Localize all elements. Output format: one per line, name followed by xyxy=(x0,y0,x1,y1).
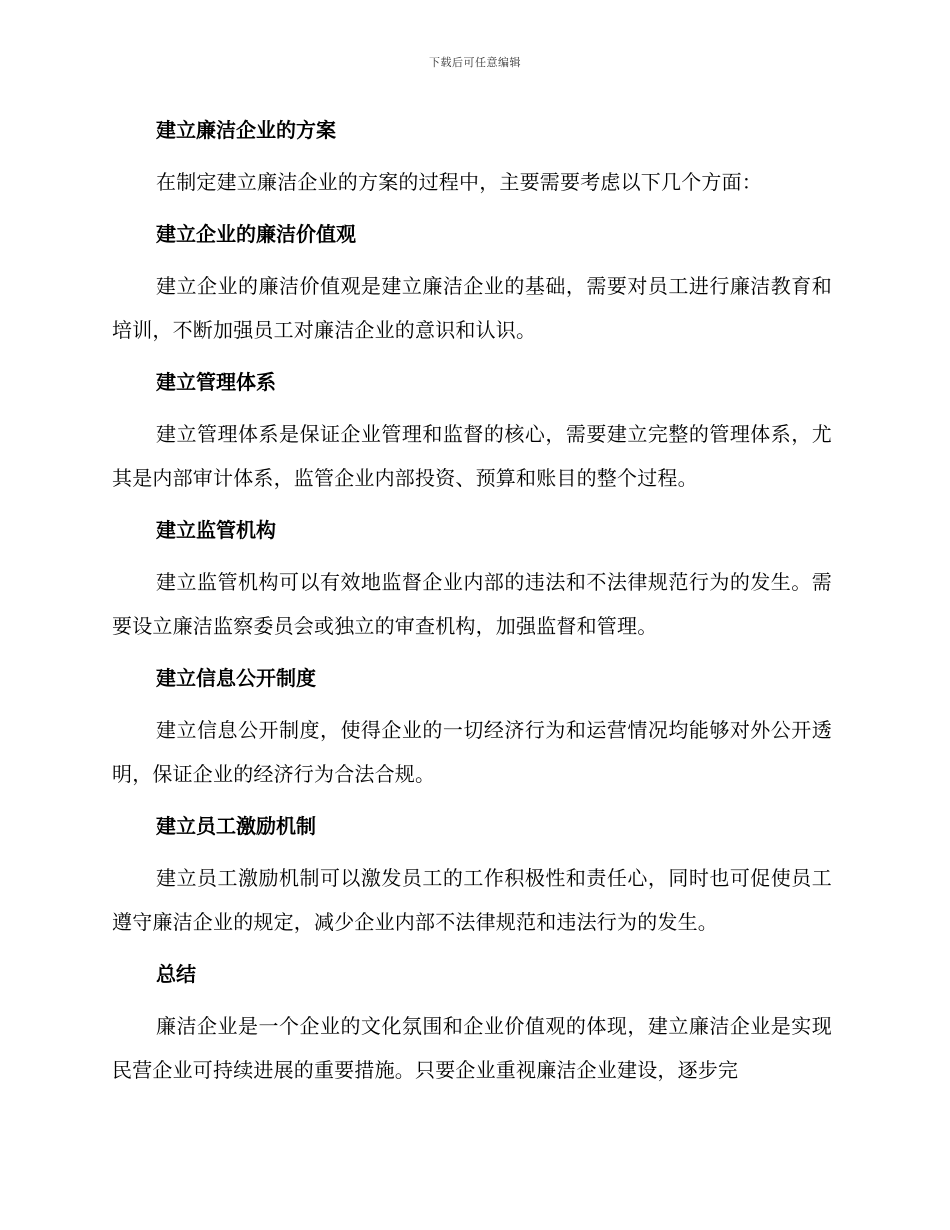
section-heading-disclosure: 建立信息公开制度 xyxy=(156,666,316,690)
section-paragraph-disclosure: 建立信息公开制度，使得企业的一切经济行为和运营情况均能够对外公开透明，保证企业的经济行为合法合规。 xyxy=(112,718,832,786)
section-heading-plan: 建立廉洁企业的方案 xyxy=(156,118,336,142)
section-heading-summary: 总结 xyxy=(156,962,196,986)
section-paragraph-incentive: 建立员工激励机制可以激发员工的工作积极性和责任心，同时也可促使员工遵守廉洁企业的规定，减少企业内部不法律规范和违法行为的发生。 xyxy=(112,866,832,934)
section-heading-incentive: 建立员工激励机制 xyxy=(156,814,316,838)
section-paragraph-values: 建立企业的廉洁价值观是建立廉洁企业的基础，需要对员工进行廉洁教育和培训，不断加强员工对廉洁企业的意识和认识。 xyxy=(112,274,832,342)
section-heading-supervision: 建立监管机构 xyxy=(156,518,276,542)
section-paragraph-management: 建立管理体系是保证企业管理和监督的核心，需要建立完整的管理体系，尤其是内部审计体系，监管企业内部投资、预算和账目的整个过程。 xyxy=(112,422,832,490)
document-body xyxy=(112,108,832,1100)
section-paragraph-summary: 廉洁企业是一个企业的文化氛围和企业价值观的体现，建立廉洁企业是实现民营企业可持续进展的重要措施。只要企业重视廉洁企业建设，逐步完 xyxy=(112,1014,832,1082)
section-heading-management: 建立管理体系 xyxy=(156,370,276,394)
section-heading-values: 建立企业的廉洁价值观 xyxy=(156,222,356,246)
section-paragraph-supervision: 建立监管机构可以有效地监督企业内部的违法和不法律规范行为的发生。需要设立廉洁监察委员会或独立的审查机构，加强监督和管理。 xyxy=(112,570,832,638)
header-note: 下载后可任意编辑 xyxy=(429,56,521,69)
section-paragraph-plan: 在制定建立廉洁企业的方案的过程中，主要需要考虑以下几个方面： xyxy=(156,170,762,194)
